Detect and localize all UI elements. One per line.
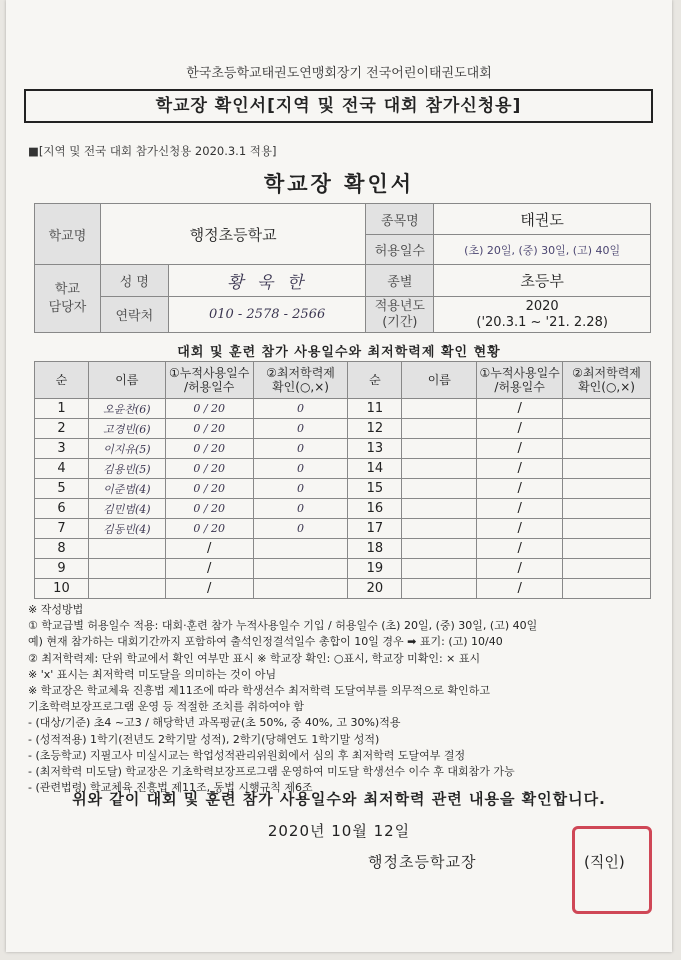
cell-ok: 0 xyxy=(253,419,348,439)
cell-days: / xyxy=(477,459,563,479)
cell-no: 3 xyxy=(35,439,89,459)
table-row xyxy=(35,579,651,599)
cell-ok xyxy=(563,459,651,479)
cell-days: / xyxy=(477,419,563,439)
cell-no: 8 xyxy=(35,539,89,559)
cell-no: 12 xyxy=(348,419,402,439)
col-no: 순 xyxy=(348,362,402,399)
name-label: 성 명 xyxy=(100,265,168,297)
cell-name xyxy=(402,419,477,439)
cell-no: 5 xyxy=(35,479,89,499)
table-row xyxy=(35,399,651,419)
cell-name xyxy=(88,559,165,579)
school-label: 학교명 xyxy=(35,204,101,265)
cell-name xyxy=(402,479,477,499)
cell-name xyxy=(402,459,477,479)
cell-days: / xyxy=(165,579,253,599)
table-row xyxy=(35,439,651,459)
cell-no: 6 xyxy=(35,499,89,519)
cell-name: 오윤찬(6) xyxy=(88,399,165,419)
table-row xyxy=(35,419,651,439)
instruction-line: - (관련법령) 학교체육 진흥법 제11조, 동법 시행규칙 제6조 xyxy=(28,781,313,795)
table-row xyxy=(35,479,651,499)
cell-name: 고경빈(6) xyxy=(88,419,165,439)
phone-label: 연락처 xyxy=(100,297,168,333)
cell-ok: 0 xyxy=(253,479,348,499)
category-value: 초등부 xyxy=(434,265,651,297)
instruction-line: ※ 'x' 표시는 최저학력 미도달을 의미하는 것이 아님 xyxy=(28,667,277,681)
cell-days: 0 / 20 xyxy=(165,479,253,499)
info-table xyxy=(34,203,651,333)
days-label: 허용일수 xyxy=(366,235,434,265)
records-table xyxy=(34,361,651,599)
col-check: ②최저학력제 확인(○,×) xyxy=(563,362,651,399)
cell-days: 0 / 20 xyxy=(165,399,253,419)
cell-name xyxy=(402,519,477,539)
contact-label: 학교 담당자 xyxy=(35,265,101,333)
cell-no: 4 xyxy=(35,459,89,479)
table-row xyxy=(35,539,651,559)
cell-name xyxy=(88,539,165,559)
cell-name xyxy=(402,539,477,559)
table-row xyxy=(35,519,651,539)
cell-name xyxy=(402,579,477,599)
seal-label: (직인) xyxy=(584,853,625,871)
cell-ok xyxy=(563,539,651,559)
issue-date: 2020년 10월 12일 xyxy=(267,822,411,840)
confirmation-statement: 위와 같이 대회 및 훈련 참가 사용일수와 최저학력 관련 내용을 확인합니다. xyxy=(72,790,606,808)
cell-name xyxy=(402,399,477,419)
cell-days: / xyxy=(477,539,563,559)
col-days: ①누적사용일수 /허용일수 xyxy=(165,362,253,399)
cell-name xyxy=(402,559,477,579)
year-value: 2020 xyxy=(525,298,559,314)
cell-ok: 0 xyxy=(253,519,348,539)
event-label: 종목명 xyxy=(366,204,434,235)
cell-ok xyxy=(563,559,651,579)
cell-ok xyxy=(563,499,651,519)
phone-value: 010 - 2578 - 2566 xyxy=(168,297,366,333)
school-value: 행정초등학교 xyxy=(100,204,366,265)
cell-no: 18 xyxy=(348,539,402,559)
cell-ok: 0 xyxy=(253,399,348,419)
col-name: 이름 xyxy=(402,362,477,399)
cell-ok: 0 xyxy=(253,499,348,519)
period-value: ('20.3.1 ~ '21. 2.28) xyxy=(476,314,608,330)
cell-no: 14 xyxy=(348,459,402,479)
writing-instructions xyxy=(28,602,658,796)
cell-no: 7 xyxy=(35,519,89,539)
cell-days: / xyxy=(165,559,253,579)
col-no: 순 xyxy=(35,362,89,399)
instruction-line: ※ 작성방법 xyxy=(28,603,84,616)
instruction-line: ② 최저학력제: 단위 학교에서 확인 여부만 표시 ※ 학교장 확인: ○표시, 학교장 미확인: × 표시 xyxy=(28,651,481,665)
application-note: ■[지역 및 전국 대회 참가신청용 2020.3.1 적용] xyxy=(28,144,277,158)
year-cell xyxy=(434,297,651,333)
cell-no: 16 xyxy=(348,499,402,519)
cell-days: 0 / 20 xyxy=(165,419,253,439)
form-title-box: 학교장 확인서[지역 및 전국 대회 참가신청용] xyxy=(24,89,653,123)
cell-ok xyxy=(253,539,348,559)
cell-no: 20 xyxy=(348,579,402,599)
cell-days: / xyxy=(477,499,563,519)
cell-no: 13 xyxy=(348,439,402,459)
instruction-line: 기초학력보장프로그램 운영 등 적절한 조치를 취하여야 함 xyxy=(28,700,305,714)
cell-ok xyxy=(563,419,651,439)
document-page xyxy=(6,0,672,952)
cell-ok xyxy=(563,439,651,459)
instruction-line: 예) 현재 참가하는 대회기간까지 포함하여 출석인정결석일수 총합이 10일 경우 ➡ 표기: (고) 10/40 xyxy=(28,635,503,649)
cell-name: 이지유(5) xyxy=(88,439,165,459)
cell-name xyxy=(402,499,477,519)
cell-name: 김용빈(5) xyxy=(88,459,165,479)
instruction-line: - (성적적용) 1학기(전년도 2학기말 성적), 2학기(당해연도 1학기말 성적) xyxy=(28,732,380,746)
cell-days: / xyxy=(477,439,563,459)
name-value: 황 욱 한 xyxy=(168,265,366,297)
category-label: 종별 xyxy=(366,265,434,297)
cell-ok xyxy=(563,399,651,419)
table-row xyxy=(35,499,651,519)
cell-days: 0 / 20 xyxy=(165,459,253,479)
cell-name: 이준범(4) xyxy=(88,479,165,499)
cell-days: 0 / 20 xyxy=(165,439,253,459)
cell-no: 1 xyxy=(35,399,89,419)
cell-days: / xyxy=(165,539,253,559)
competition-header: 한국초등학교태권도연맹회장기 전국어린이태권도대회 xyxy=(186,66,492,81)
cell-days: / xyxy=(477,399,563,419)
cell-name: 김동빈(4) xyxy=(88,519,165,539)
cell-name xyxy=(88,579,165,599)
cell-no: 9 xyxy=(35,559,89,579)
instruction-line: - (최저학력 미도달) 학교장은 기초학력보장프로그램 운영하여 미도달 학생선수 이수 후 대회참가 가능 xyxy=(28,765,515,779)
col-days: ①누적사용일수 /허용일수 xyxy=(477,362,563,399)
cell-days: / xyxy=(477,479,563,499)
cell-ok xyxy=(253,559,348,579)
cell-days: 0 / 20 xyxy=(165,499,253,519)
table-row xyxy=(35,459,651,479)
cell-ok xyxy=(253,579,348,599)
cell-days: / xyxy=(477,579,563,599)
section-title: 대회 및 훈련 참가 사용일수와 최저학력제 확인 현황 xyxy=(177,345,501,360)
cell-no: 10 xyxy=(35,579,89,599)
instruction-line: - (초등학교) 지필고사 미실시교는 학업성적관리위원회에서 심의 후 최저학력 도달여부 결정 xyxy=(28,748,466,762)
instruction-line: ① 학교급별 허용일수 적용: 대회·훈련 참가 누적사용일수 기입 / 허용일수 (초) 20일, (중) 30일, (고) 40일 xyxy=(28,619,538,633)
cell-ok xyxy=(563,579,651,599)
cell-ok xyxy=(563,519,651,539)
cell-ok xyxy=(563,479,651,499)
col-name: 이름 xyxy=(88,362,165,399)
cell-ok: 0 xyxy=(253,459,348,479)
year-label: 적용년도 (기간) xyxy=(366,297,434,333)
instruction-line: ※ 학교장은 학교체육 진흥법 제11조에 따라 학생선수 최저학력 도달여부를 의무적으로 확인하고 xyxy=(28,684,490,698)
cell-name: 김민범(4) xyxy=(88,499,165,519)
cell-no: 15 xyxy=(348,479,402,499)
cell-no: 17 xyxy=(348,519,402,539)
cell-days: / xyxy=(477,519,563,539)
cell-ok: 0 xyxy=(253,439,348,459)
cell-no: 11 xyxy=(348,399,402,419)
document-title: 학교장 확인서 xyxy=(263,172,415,196)
issuer-name: 행정초등학교장 xyxy=(368,853,477,871)
cell-days: / xyxy=(477,559,563,579)
cell-no: 2 xyxy=(35,419,89,439)
table-row xyxy=(35,559,651,579)
event-value: 태권도 xyxy=(434,204,651,235)
cell-no: 19 xyxy=(348,559,402,579)
col-check: ②최저학력제 확인(○,×) xyxy=(253,362,348,399)
days-value: (초) 20일, (중) 30일, (고) 40일 xyxy=(434,235,651,265)
instruction-line: - (대상/기준) 초4 ~고3 / 해당학년 과목평균(초 50%, 중 40%, 고 30%)적용 xyxy=(28,716,401,730)
cell-days: 0 / 20 xyxy=(165,519,253,539)
cell-name xyxy=(402,439,477,459)
